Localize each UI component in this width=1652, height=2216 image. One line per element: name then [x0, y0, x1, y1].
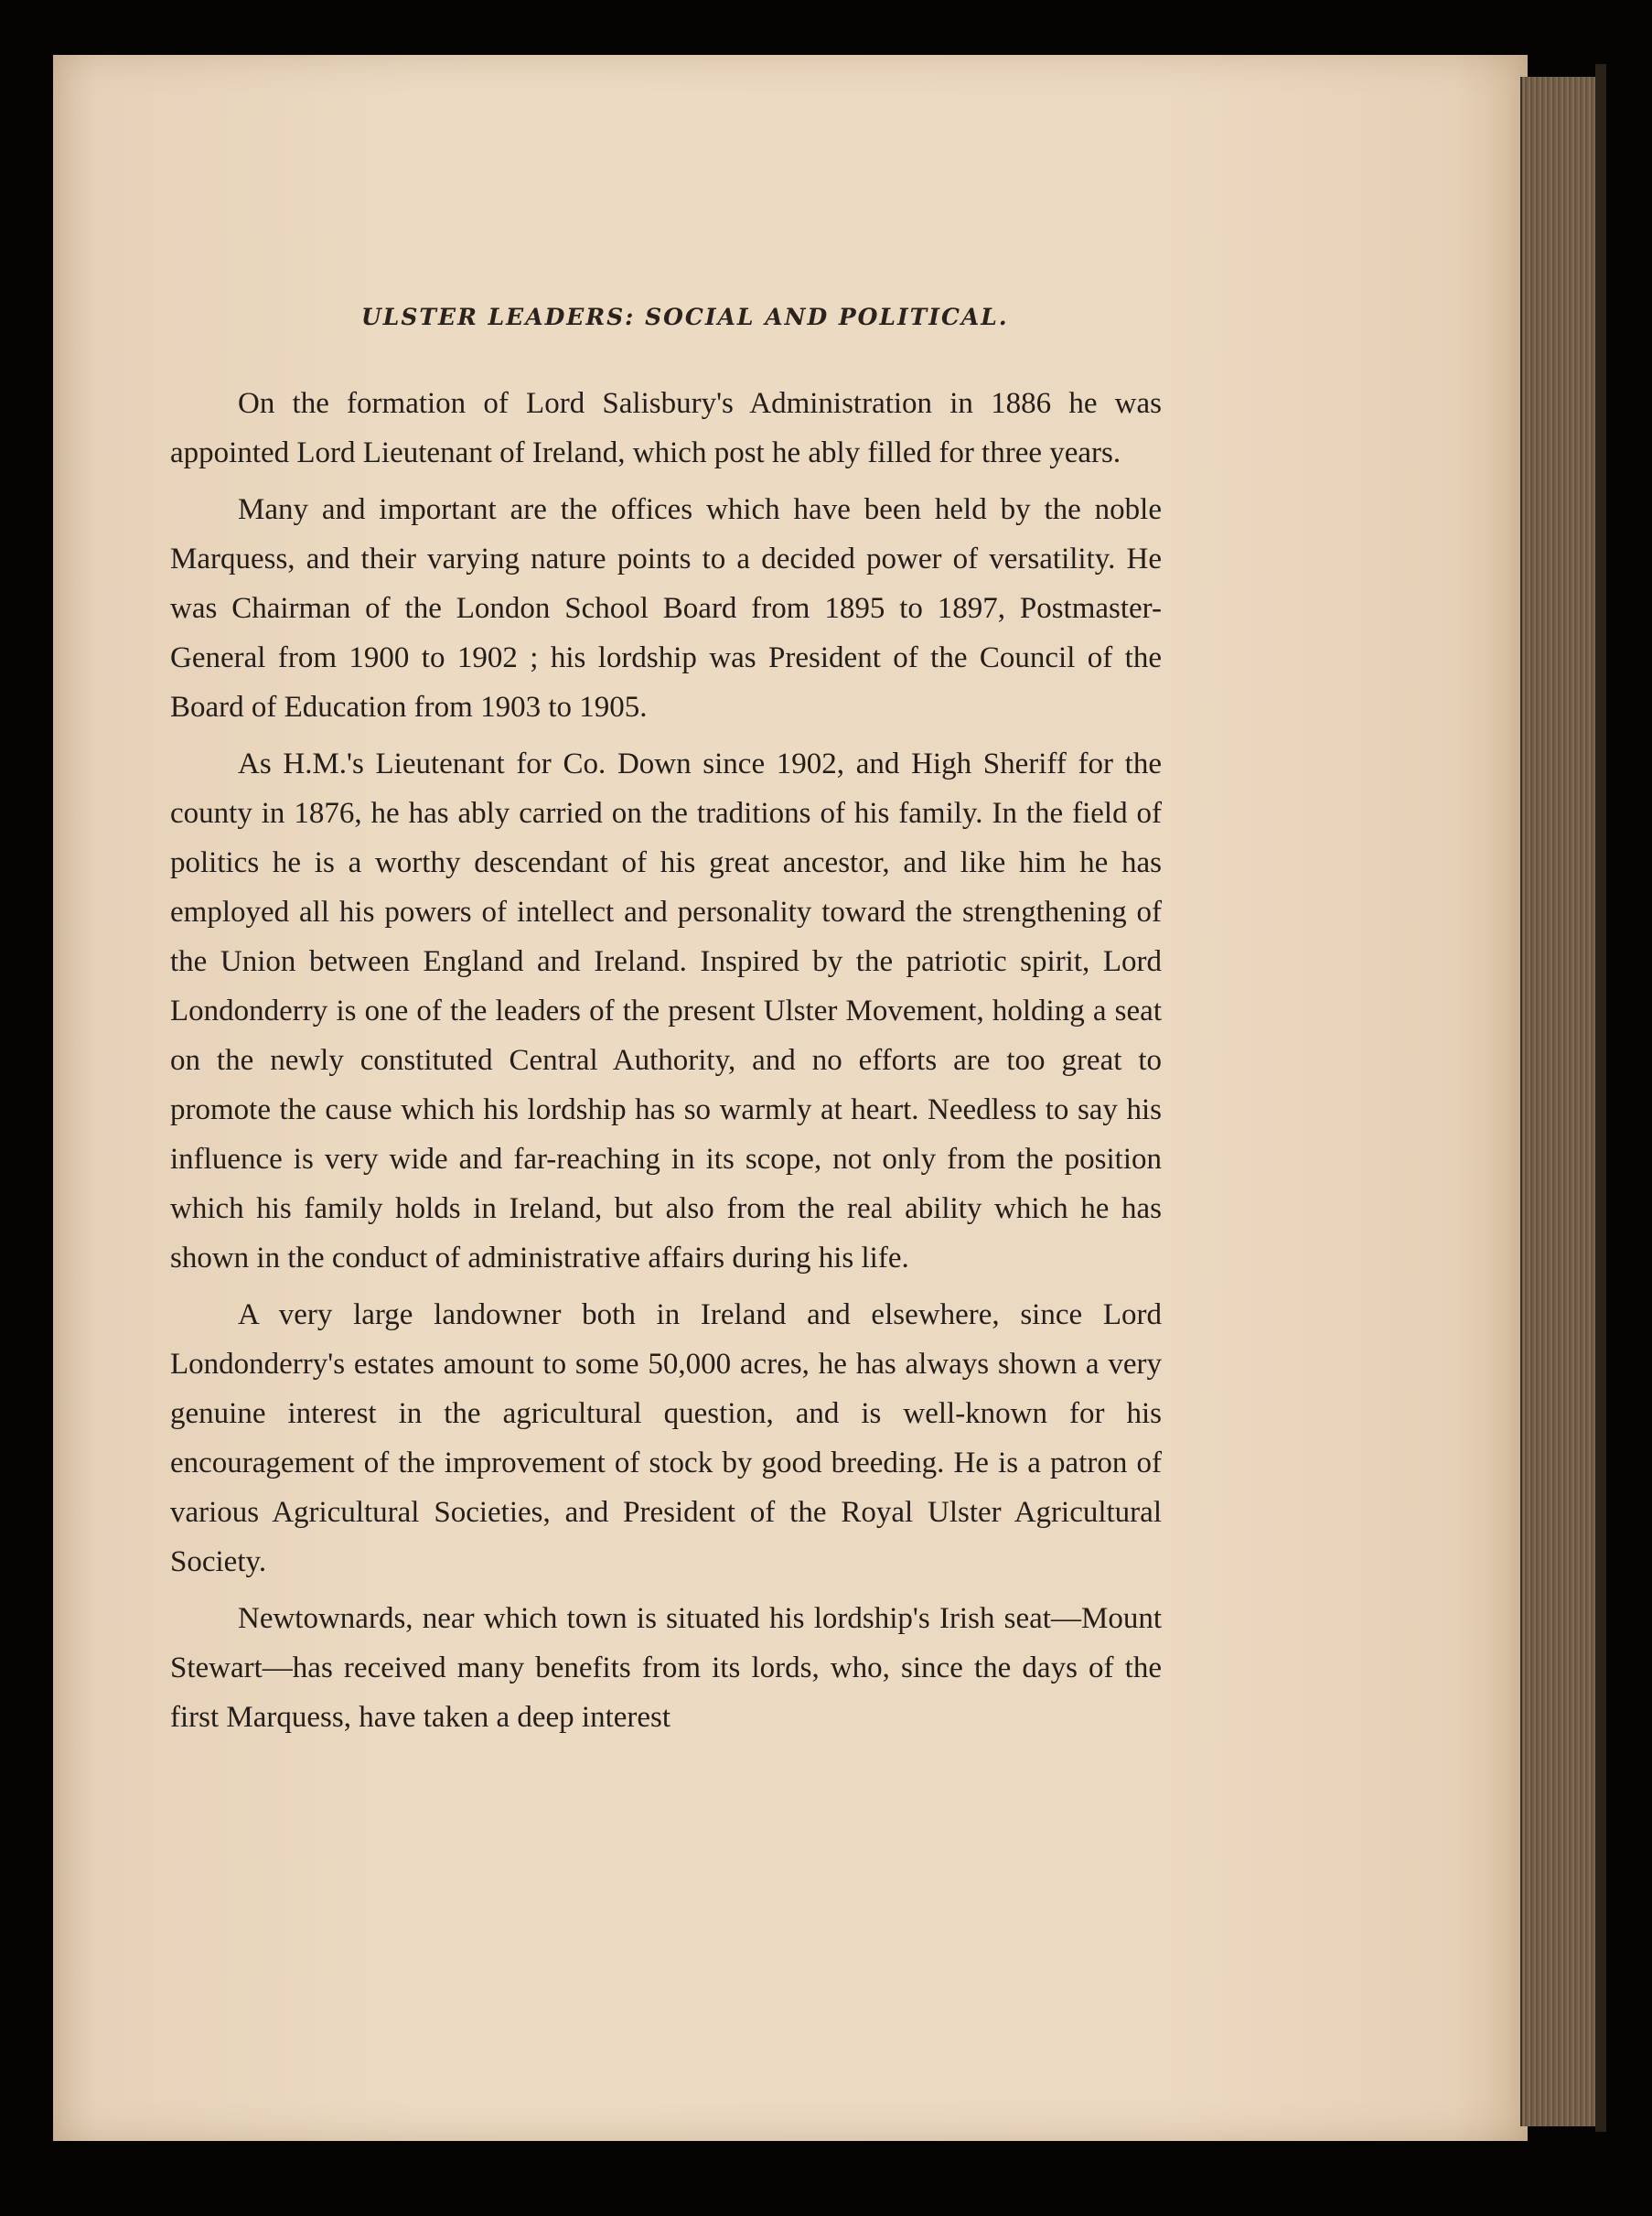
paragraph: As H.M.'s Lieutenant for Co. Down since 1902, and High Sheriff for the county in 1876, he has ably carried on the traditions of his family. In the field of politics he is a worthy descendant of his great ancestor, and like him he has employed all his powers of intellect and personality toward the strengthening of the Union between England and Ireland. Inspired by the patriotic spirit, Lord Londonderry is one of the leaders of the present Ulster Movement, holding a seat on the newly constituted Central Authority, and no efforts are too great to promote the cause which his lordship has so warmly at heart. Needless to say his influence is very wide and far-reaching in its scope, not only from the position which his family holds in Ireland, but also from the real ability which he has shown in the conduct of administrative affairs during his life. — [170, 748, 1162, 1275]
running-head: ULSTER LEADERS: SOCIAL AND POLITICAL. — [361, 304, 1009, 330]
paragraph: Many and important are the offices which have been held by the noble Marquess, and their varying nature points to a decided power of versatility. He was Chairman of the London School Board from 1895 to 1897, Postmaster-General from 1900 to 1902 ; his lordship was President of the Council of the Board of Education from 1903 to 1905. — [170, 493, 1162, 724]
paragraph: Newtownards, near which town is situated his lordship's Irish seat—Mount Stewart—has received many benefits from its lords, who, since the days of the first Marquess, have taken a deep interest — [170, 1602, 1162, 1734]
body-text — [170, 379, 1162, 1749]
book-spine — [1595, 64, 1606, 2132]
paragraph: On the formation of Lord Salisbury's Administration in 1886 he was appointed Lord Lieutenant of Ireland, which post he ably filled for three years. — [170, 387, 1162, 469]
page-edges — [1520, 77, 1597, 2126]
paragraph: A very large landowner both in Ireland and elsewhere, since Lord Londonderry's estates amount to some 50,000 acres, he has always shown a very genuine interest in the agricultural question, and is well-known for his encouragement of the improvement of stock by good breeding. He is a patron of various Agricultural Societies, and President of the Royal Ulster Agricultural Society. — [170, 1298, 1162, 1578]
